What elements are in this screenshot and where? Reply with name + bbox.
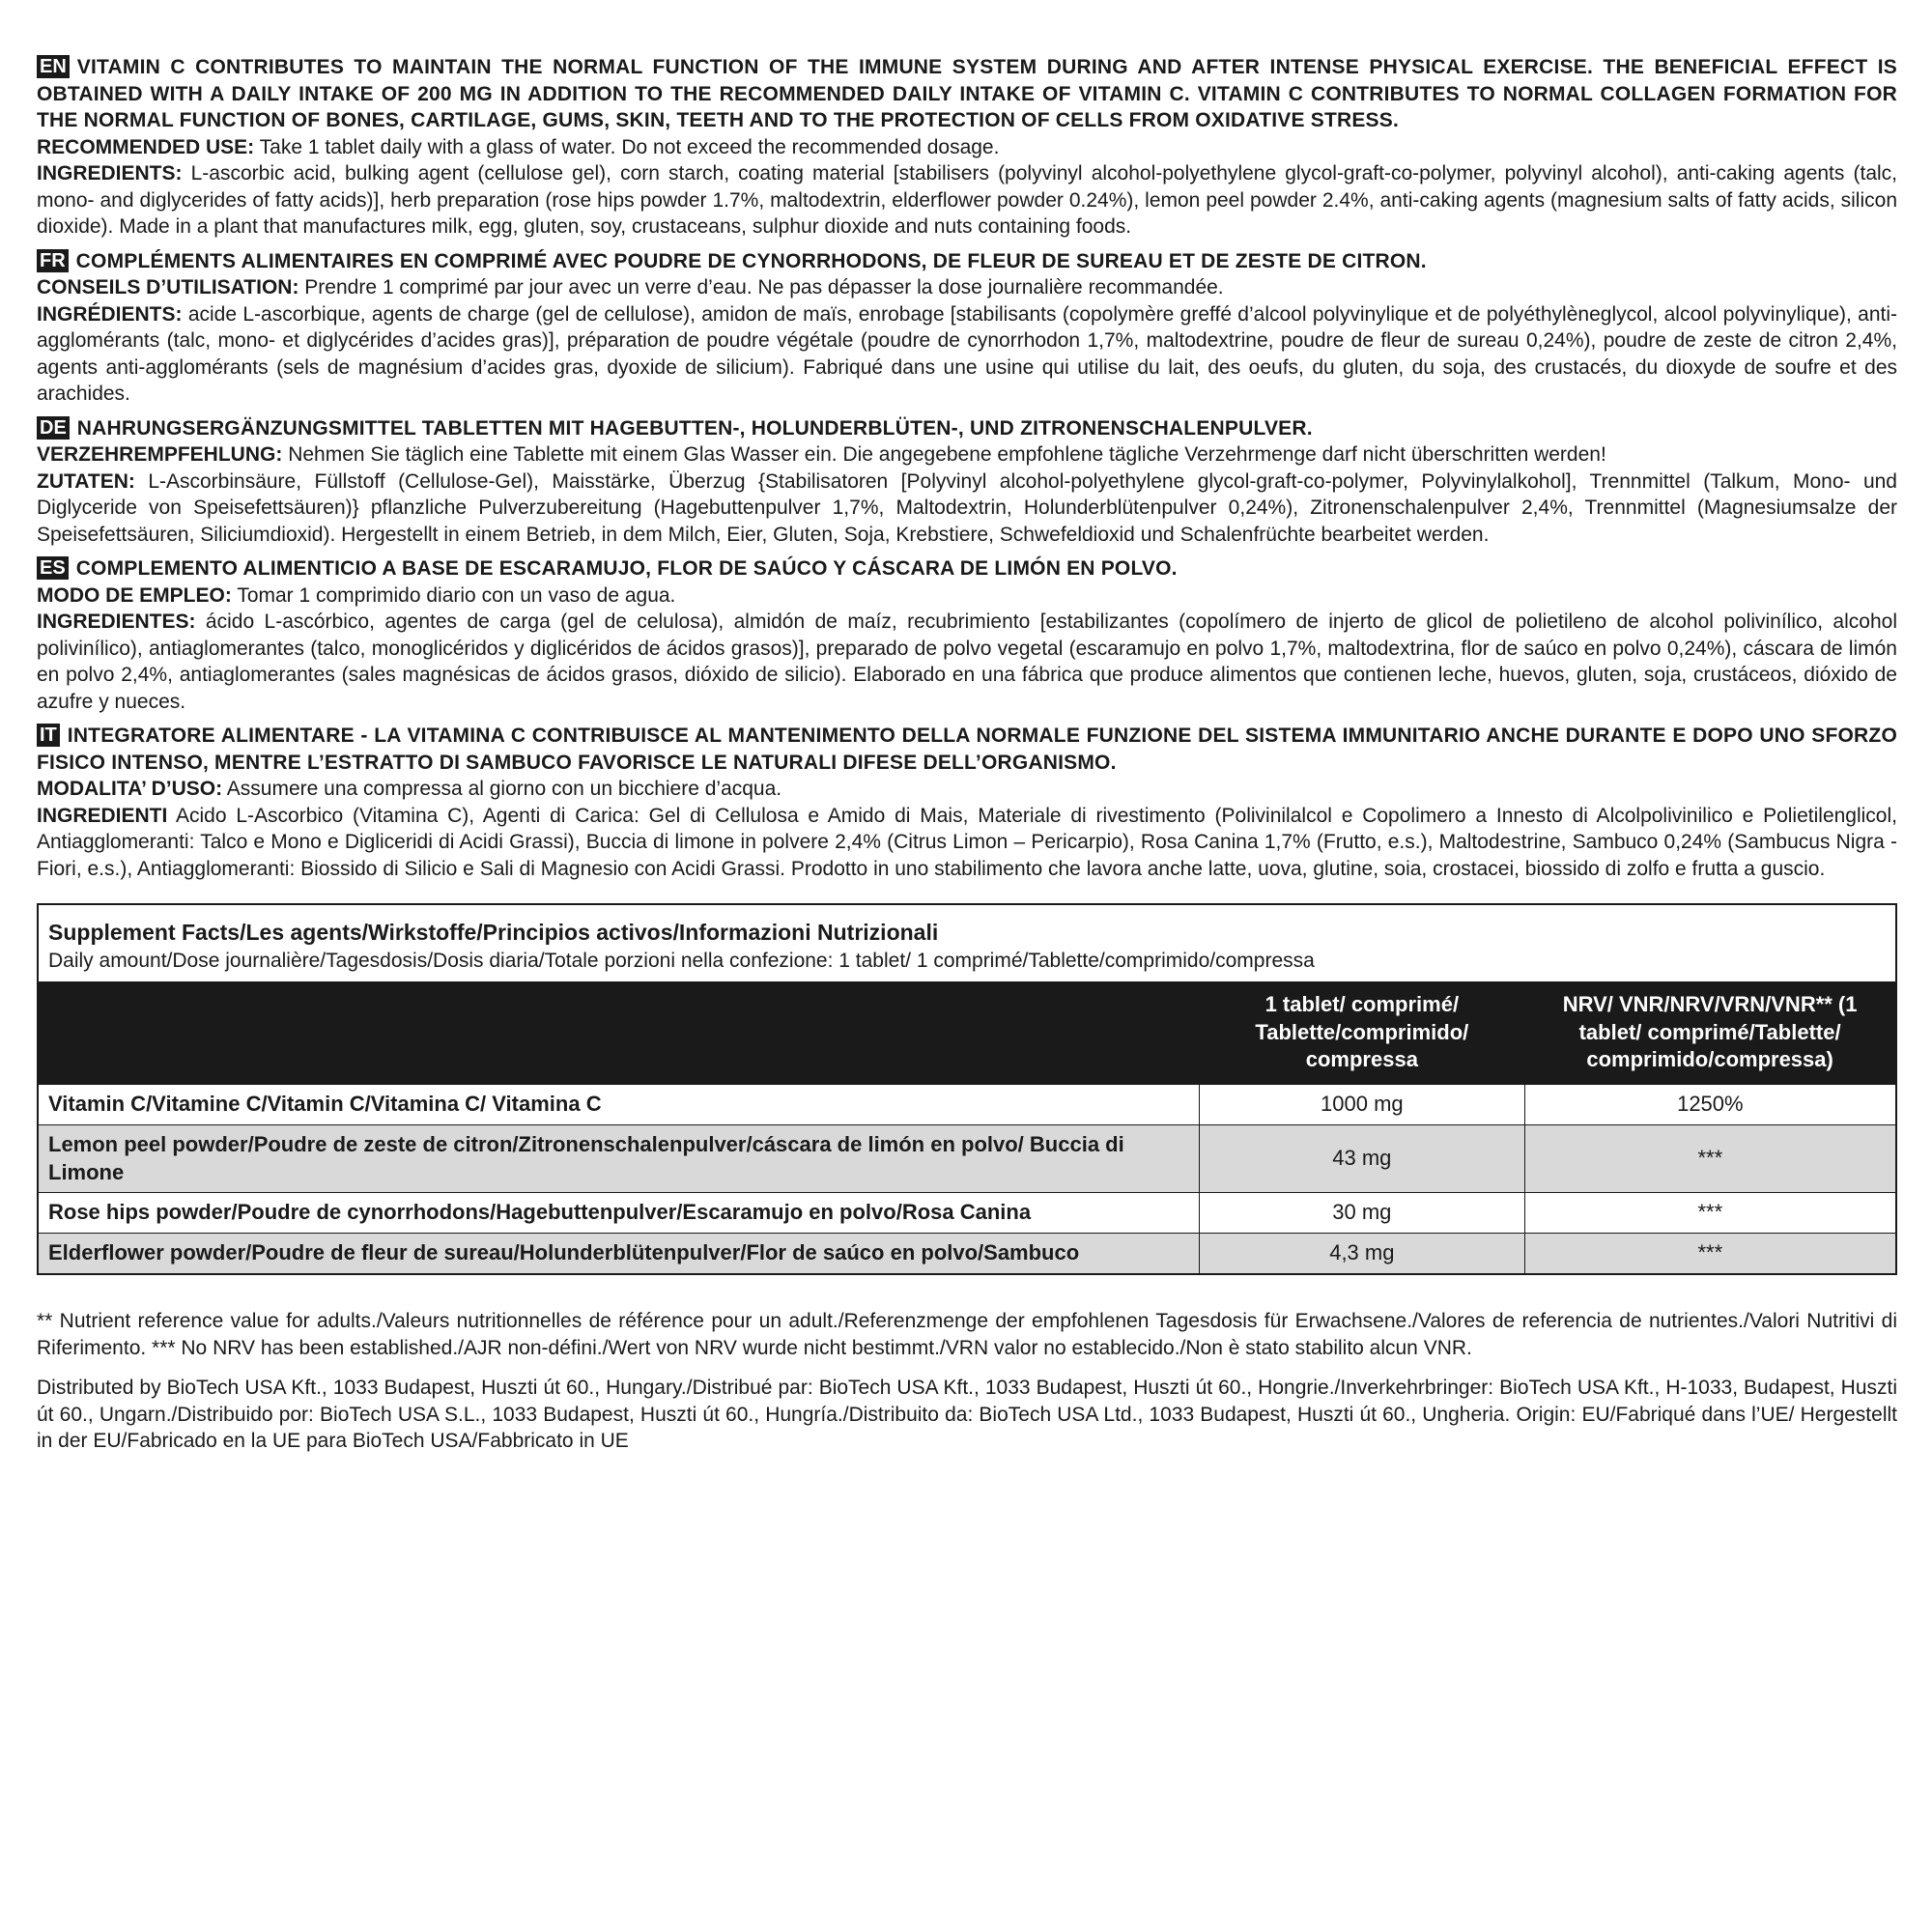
es-use-label: MODO DE EMPLEO: (37, 583, 232, 607)
fr-heading-para (37, 248, 1897, 275)
fr-ingr-text: acide L-ascorbique, agents de charge (gel de cellulose), amidon de maïs, enrobage [stabilisants (copolymère greffé d’alcool polyvinylique et de polyéthylèneglycol, alcool polyvinylique), anti-agglomérants (talc, mono- et diglycérides d’acides gras)], préparation de poudre végétale (poudre de cynorrhodon 1,7%, maltodextrine, poudre de fleur de sureau 0,24%), poudre de zeste de citron 2,4%, agents anti-agglomérants (sels de magnésium d’acides gras, dyoxide de silicium). Fabriqué dans une usine qui utilise du lait, des oeufs, du gluten, du soja, des crustacés, du dioxyde de soufre et des arachides. (37, 302, 1897, 405)
de-heading-para (37, 415, 1897, 442)
facts-title-row (38, 904, 1896, 981)
fr-use (37, 274, 1897, 301)
de-use-text: Nehmen Sie täglich eine Tablette mit einem Glas Wasser ein. Die angegebene empfohlene tägliche Verzehrmenge darf nicht überschritten werden! (288, 443, 1606, 466)
fr-ingr-label: INGRÉDIENTS: (37, 302, 183, 326)
es-ingr-label: INGREDIENTES: (37, 611, 196, 633)
it-use-text: Assumere una compressa al giorno con un bicchiere d’acqua. (226, 778, 782, 800)
footer (37, 1308, 1897, 1455)
footnote: ** Nutrient reference value for adults./Valeurs nutritionnelles de référence pour un adult./Referenzmenge der empfohlenen Tagesdosis für Erwachsene./Valores de referencia de nutrientes./Valori Nutritivi di Riferimento. *** No NRV has been established./AJR non-défini./Wert von NRV wurde nicht bestimmt./VRN valor no establecido./Non è stato stabilito alcun VNR. (37, 1310, 1897, 1359)
es-heading-para (37, 555, 1897, 582)
table-row (38, 1193, 1896, 1234)
it-use-label: MODALITA’ D’USO: (37, 778, 223, 800)
section-de (37, 415, 1897, 549)
es-ingr-text: ácido L-ascórbico, agentes de carga (gel de celulosa), almidón de maíz, recubrimiento [estabilizantes (copolímero de injerto de glicol de polietileno de alcohol polivinílico, alcohol polivinílico), antiaglomerantes (talco, monoglicéridos y diglicéridos de ácidos grasos)], preparado de polvo vegetal (escaramujo en polvo 1,7%, maltodextrina, flor de saúco en polvo 0,24%), cáscara de limón en polvo 2,4%, antiaglomerantes (sales magnésicas de ácidos grasos, dióxido de silicio). Elaborado en una fábrica que produce alimentos que contienen leche, huevos, gluten, soja, crustáceos, dióxido de azufre y nueces. (37, 611, 1897, 713)
lang-badge-en: EN (37, 55, 70, 78)
en-heading-para (37, 54, 1897, 134)
fr-heading: COMPLÉMENTS ALIMENTAIRES EN COMPRIMÉ AVEC POUDRE DE CYNORRHODONS, DE FLEUR DE SUREAU ET DE ZESTE DE CITRON. (75, 249, 1427, 272)
es-use-text: Tomar 1 comprimido diario con un vaso de agua. (237, 583, 676, 607)
en-ingr-text: L-ascorbic acid, bulking agent (cellulose gel), corn starch, coating material [stabilisers (polyvinyl alcohol-polyethylene glycol-graft-co-polymer, polyvinyl alcohol), anti-caking agents (talc, mono- and diglycerides of fatty acids)], herb preparation (rose hips powder 1.7%, maltodextrin, elderflower powder 0.24%), lemon peel powder 2.4%, anti-caking agents (magnesium salts of fatty acids, silicon dioxide). Made in a plant that manufactures milk, egg, gluten, soy, crustaceans, sulphur dioxide and nuts containing foods. (37, 162, 1898, 238)
row-amount: 1000 mg (1200, 1084, 1525, 1124)
lang-badge-fr: FR (37, 249, 69, 272)
facts-header-blank (38, 981, 1200, 1084)
table-row (38, 1084, 1896, 1124)
en-ingredients (37, 160, 1897, 241)
label-document (37, 54, 1897, 1468)
en-use-label: RECOMMENDED USE: (37, 135, 255, 158)
it-heading: INTEGRATORE ALIMENTARE - LA VITAMINA C CONTRIBUISCE AL MANTENIMENTO DELLA NORMALE FUNZIONE DEL SISTEMA IMMUNITARIO ANCHE DURANTE E DOPO UNO SFORZO FISICO INTENSO, MENTRE L’ESTRATTO DI SAMBUCO FAVORISCE LE NATURALI DIFESE DELL’ORGANISMO. (37, 724, 1897, 774)
en-heading: VITAMIN C CONTRIBUTES TO MAINTAIN THE NORMAL FUNCTION OF THE IMMUNE SYSTEM DURING AND AFTER INTENSE PHYSICAL EXERCISE. THE BENEFICIAL EFFECT IS OBTAINED WITH A DAILY INTAKE OF 200 MG IN ADDITION TO THE RECOMMENDED DAILY INTAKE OF VITAMIN C. VITAMIN C CONTRIBUTES TO NORMAL COLLAGEN FORMATION FOR THE NORMAL FUNCTION OF BONES, CARTILAGE, GUMS, SKIN, TEETH AND TO THE PROTECTION OF CELLS FROM OXIDATIVE STRESS. (37, 56, 1897, 131)
row-name: Rose hips powder/Poudre de cynorrhodons/Hagebuttenpulver/Escaramujo en polvo/Rosa Canina (38, 1193, 1200, 1234)
row-nrv: *** (1524, 1124, 1896, 1193)
fr-use-text: Prendre 1 comprimé par jour avec un verre d’eau. Ne pas dépasser la dose journalière recommandée. (304, 276, 1224, 298)
en-use (37, 134, 1897, 161)
it-ingr-label: INGREDIENTI (37, 804, 168, 827)
row-name: Lemon peel powder/Poudre de zeste de citron/Zitronenschalenpulver/cáscara de limón en polvo/ Buccia di Limone (38, 1124, 1200, 1193)
row-name: Vitamin C/Vitamine C/Vitamin C/Vitamina C/ Vitamina C (38, 1084, 1200, 1124)
de-ingr-label: ZUTATEN: (37, 469, 135, 493)
distributor-info: Distributed by BioTech USA Kft., 1033 Budapest, Huszti út 60., Hungary./Distribué par: BioTech USA Kft., 1033 Budapest, Huszti út 60., Hongrie./Inverkehrbringer: BioTech USA Kft., H-1033, Budapest, Huszti út 60., Ungarn./Distribuido por: BioTech USA S.L., 1033 Budapest, Huszti út 60., Hungría./Distribuito da: BioTech USA Ltd., 1033 Budapest, Huszti út 60., Ungheria. Origin: EU/Fabriqué dans l’UE/ Hergestellt in der EU/Fabricado en la UE para BioTech USA/Fabbricato in UE (37, 1377, 1897, 1453)
es-ingredients (37, 609, 1897, 715)
row-amount: 43 mg (1200, 1124, 1525, 1193)
de-ingredients (37, 469, 1897, 549)
row-name: Elderflower powder/Poudre de fleur de sureau/Holunderblütenpulver/Flor de saúco en polvo/Sambuco (38, 1234, 1200, 1274)
facts-title: Supplement Facts/Les agents/Wirkstoffe/Principios activos/Informazioni Nutrizionali (48, 920, 939, 945)
de-use-label: VERZEHREMPFEHLUNG: (37, 443, 283, 466)
en-use-text: Take 1 tablet daily with a glass of water. Do not exceed the recommended dosage. (259, 135, 1000, 158)
lang-badge-it: IT (37, 724, 60, 747)
row-amount: 4,3 mg (1200, 1234, 1525, 1274)
en-ingr-label: INGREDIENTS: (37, 162, 183, 185)
lang-badge-de: DE (37, 416, 70, 440)
de-ingr-text: L-Ascorbinsäure, Füllstoff (Cellulose-Gel), Maisstärke, Überzug {Stabilisatoren [Polyvinyl alcohol-polyethylene glycol-graft-co-polymer, Polyvinylalkohol], Trennmittel (Talkum, Mono- und Diglyceride von Speisefettsäuren)} pflanzliche Pulverzubereitung (Hagebuttenpulver 1,7%, Maltodextrin, Holunderblütenpulver 0,24%), Zitronenschalenpulver 2,4%, Trennmittel (Magnesiumsalze der Speisefettsäuren, Siliciumdioxid). Hergestellt in einem Betrieb, in dem Milch, Eier, Gluten, Soja, Krebstiere, Schwefeldioxid und Schalenfrüchte bearbeitet werden. (37, 469, 1897, 546)
it-ingr-text: Acido L-Ascorbico (Vitamina C), Agenti di Carica: Gel di Cellulosa e Amido di Mais, Materiale di rivestimento (Polivinilalcol e Copolimero a Innesto di Alcolpolivinilico e Polietilenglicol, Antiagglomeranti: Talco e Mono e Digliceridi di Acidi Grassi), Buccia di limone in polvere 2,4% (Citrus Limon – Pericarpio), Rosa Canina 1,7% (Frutto, e.s.), Maltodestrine, Sambuco 0,24% (Sambucus Nigra - Fiori, e.s.), Antiagglomeranti: Biossido di Silicio e Sali di Magnesio con Acidi Grassi. Prodotto in uno stabilimento che lavora anche latte, uova, glutine, soia, crostacei, biossido di zolfo e frutta a guscio. (37, 804, 1897, 880)
facts-header-nrv: NRV/ VNR/NRV/VRN/VNR** (1 tablet/ comprimé/Tablette/ comprimido/compressa) (1524, 981, 1896, 1084)
it-ingredients (37, 803, 1897, 883)
lang-badge-es: ES (37, 556, 69, 580)
table-row (38, 1234, 1896, 1274)
row-nrv: 1250% (1524, 1084, 1896, 1124)
it-heading-para (37, 723, 1897, 776)
es-heading: COMPLEMENTO ALIMENTICIO A BASE DE ESCARAMUJO, FLOR DE SAÚCO Y CÁSCARA DE LIMÓN EN POLVO. (75, 557, 1178, 580)
section-en (37, 54, 1897, 241)
fr-ingredients (37, 301, 1897, 408)
table-row (38, 1124, 1896, 1193)
row-amount: 30 mg (1200, 1193, 1525, 1234)
de-use (37, 441, 1897, 469)
section-fr (37, 248, 1897, 408)
facts-daily-amount: Daily amount/Dose journalière/Tagesdosis/Dosis diaria/Totale porzioni nella confezione: 1 tablet/ 1 comprimé/Tablette/comprimido/compressa (48, 949, 1315, 972)
it-use (37, 776, 1897, 803)
row-nrv: *** (1524, 1193, 1896, 1234)
facts-header-row (38, 981, 1896, 1084)
row-nrv: *** (1524, 1234, 1896, 1274)
fr-use-label: CONSEILS D’UTILISATION: (37, 276, 299, 298)
es-use (37, 582, 1897, 610)
supplement-facts-table (37, 903, 1897, 1275)
facts-header-amount: 1 tablet/ comprimé/ Tablette/comprimido/ compressa (1200, 981, 1525, 1084)
facts-title-cell (38, 904, 1896, 981)
section-it (37, 723, 1897, 882)
section-es (37, 555, 1897, 715)
de-heading: NAHRUNGSERGÄNZUNGSMITTEL TABLETTEN MIT HAGEBUTTEN-, HOLUNDERBLÜTEN-, UND ZITRONENSCHALENPULVER. (76, 416, 1313, 440)
